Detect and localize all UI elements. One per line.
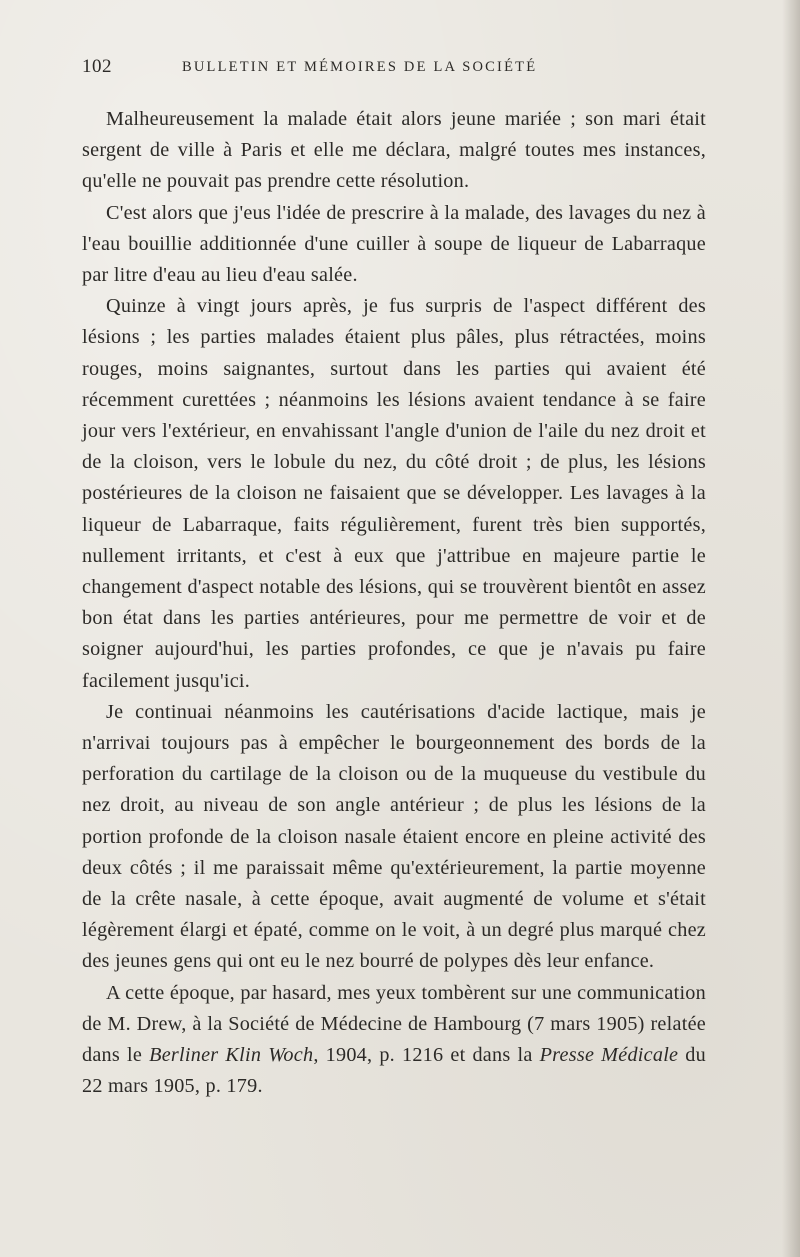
page-edge-shadow [782, 0, 800, 1257]
page-number: 102 [82, 56, 112, 77]
running-title: BULLETIN ET MÉMOIRES DE LA SOCIÉTÉ [182, 59, 538, 75]
paragraph-3: Quinze à vingt jours après, je fus surpris de l'aspect différent des lésions ; les parties malades étaient plus pâles, plus rétractées, moins rouges, moins saignantes, surtout dans les parties qui avaient été récemment curettées ; néanmoins les lésions avaient tendance à se faire jour vers l'extérieur, en envahissant l'angle d'union de l'aile du nez droit et de la cloison, vers le lobule du nez, du côté droit ; de plus, les lésions postérieures de la cloison ne faisaient que se développer. Les lavages à la liqueur de Labarraque, faits régulièrement, furent très bien supportés, nullement irritants, et c'est à eux que j'attribue en majeure partie le changement d'aspect notable des lésions, qui se trouvèrent bientôt en assez bon état dans les parties antérieures, pour me permettre de voir et de soigner aujourd'hui, les parties profondes, ce que je n'avais pu faire facilement jusqu'ici. [82, 295, 706, 692]
paragraph-5-text-b: , 1904, p. 1216 et dans la [313, 1044, 540, 1067]
body-text [82, 104, 706, 1103]
press-title: Presse Médicale [539, 1044, 679, 1067]
running-head [82, 56, 622, 82]
paragraph-5 [82, 978, 706, 1103]
paragraph-5-text-c: du 22 mars 1905, p. 179. [82, 1044, 706, 1098]
paragraph-1: Malheureusement la malade était alors jeune mariée ; son mari était sergent de ville à Paris et elle me déclara, malgré toutes mes instances, qu'elle ne pouvait pas prendre cette résolution. [82, 108, 706, 193]
paragraph-5-text-a: A cette époque, par hasard, mes yeux tombèrent sur une communication de M. Drew, à la Société de Médecine de Hambourg (7 mars 1905) relatée dans le [82, 981, 706, 1067]
paragraph-2: C'est alors que j'eus l'idée de prescrire à la malade, des lavages du nez à l'eau bouillie additionnée d'une cuiller à soupe de liqueur de Labarraque par litre d'eau au lieu d'eau salée. [82, 201, 706, 287]
paragraph-4: Je continuai néanmoins les cautérisations d'acide lactique, mais je n'arrivai toujours pas à empêcher le bourgeonnement des bords de la perforation du cartilage de la cloison ou de la muqueuse du vestibule du nez droit, au niveau de son angle antérieur ; de plus les lésions de la portion profonde de la cloison nasale étaient encore en pleine activité des deux côtés ; il me paraissait même qu'extérieurement, la partie moyenne de la crête nasale, à cette époque, avait augmenté de volume et s'était légèrement élargi et épaté, comme on le voit, à un degré plus marqué chez des jeunes gens qui ont eu le nez bourré de polypes dès leur enfance. [82, 700, 706, 973]
journal-title: Berliner Klin Woch [149, 1044, 314, 1067]
